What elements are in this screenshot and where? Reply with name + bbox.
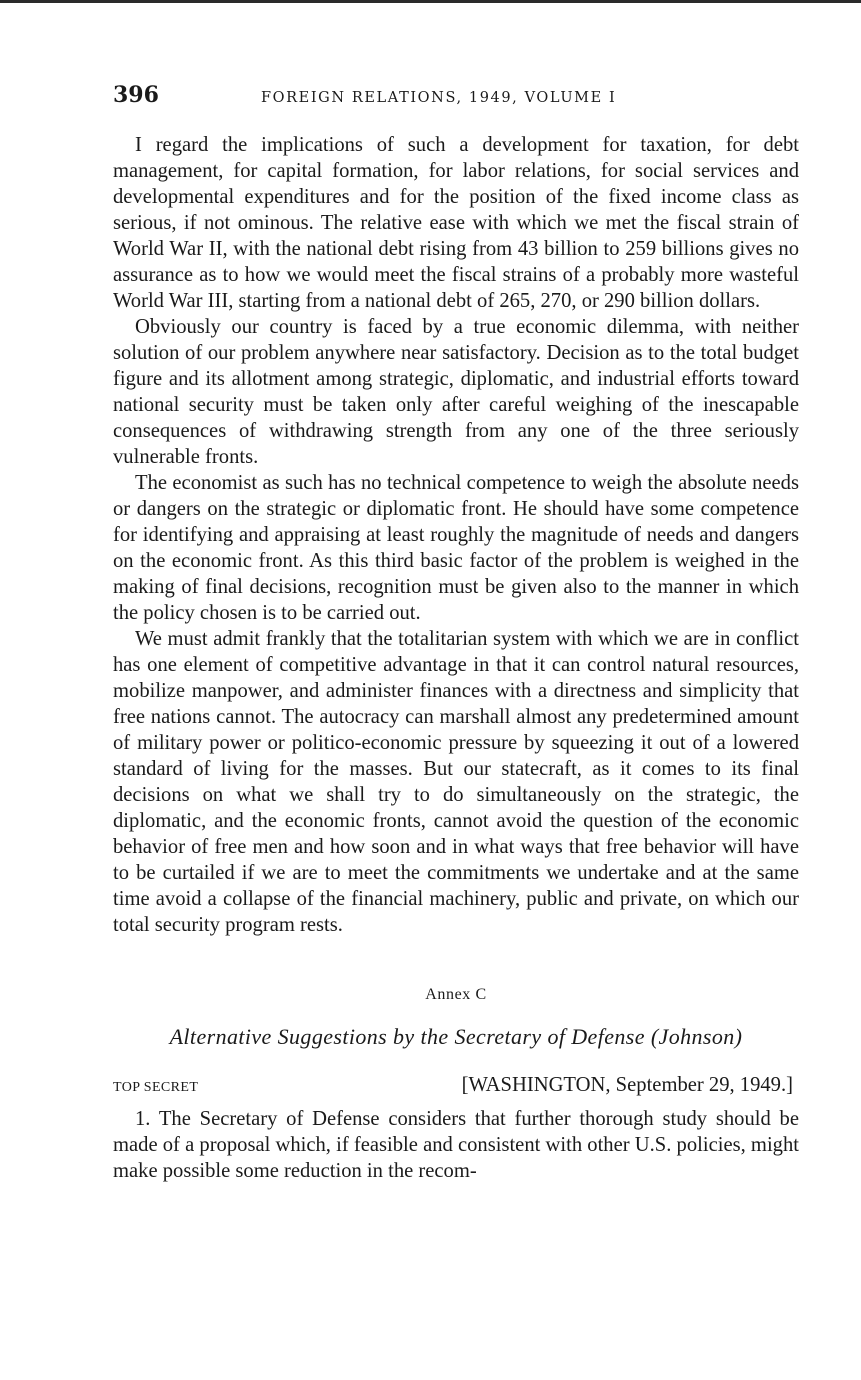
- paragraph-economic-dilemma: Obviously our country is faced by a true economic dilemma, with neither solution of our problem anywhere near satisfactory. Decision as to the total budget figure and its allotment among strategic, diplomatic, and industrial efforts toward national security must be taken only after careful weighing of the inescapable consequences of withdrawing strength from any one of the three seriously vulnerable fronts.: [113, 316, 799, 468]
- top-border-rule: [0, 0, 861, 3]
- document-page: [113, 78, 799, 1184]
- paragraph-totalitarian-advantage: We must admit frankly that the totalitarian system with which we are in conflict has one element of competitive advantage in that it can control natural resources, mobilize manpower, and administer finances with a directness and simplicity that free nations cannot. The autocracy can marshall almost any predetermined amount of military power or politico-economic pressure by squeezing it out of a lowered standard of living for the masses. But our statecraft, as it comes to its final decisions on what we shall try to do simultaneously on the strategic, the diplomatic, and the economic fronts, cannot avoid the question of the economic behavior of free men and how soon and in what ways that free behavior will have to be curtailed if we are to meet the commitments we undertake and at the same time avoid a collapse of the financial machinery, public and private, on which our total security program rests.: [113, 628, 799, 936]
- page-number: 396: [113, 82, 159, 108]
- dateline: [WASHINGTON, September 29, 1949.]: [461, 1074, 793, 1096]
- body-text: [113, 132, 799, 938]
- paragraph-fiscal-implications: I regard the implications of such a development for taxation, for debt management, for capital formation, for labor relations, for social services and developmental expenditures and for the position of the fixed income class as serious, if not ominous. The relative ease with which we met the fiscal strain of World War II, with the national debt rising from 43 billion to 259 billions gives no assurance as to how we would meet the fiscal strains of a probably more wasteful World War III, starting from a national debt of 265, 270, or 290 billion dollars.: [113, 134, 799, 312]
- running-head-title: FOREIGN RELATIONS, 1949, VOLUME I: [261, 90, 617, 106]
- annex-label: Annex C: [425, 986, 487, 1003]
- classification-dateline: [113, 1074, 799, 1104]
- paragraph-economist-competence: The economist as such has no technical competence to weigh the absolute needs or dangers on the strategic or diplomatic front. He should have some competence for identifying and appraising at least roughly the magnitude of needs and dangers on the economic front. As this third basic factor of the problem is weighed in the making of final decisions, recognition must be given also to the manner in which the policy chosen is to be carried out.: [113, 472, 799, 624]
- paragraph-annex-point-1: 1. The Secretary of Defense considers that further thorough study should be made of a proposal which, if feasible and consistent with other U.S. policies, might make possible some reduction in the recom-: [113, 1108, 799, 1182]
- annex-subtitle: Alternative Suggestions by the Secretary of Defense (Johnson): [169, 1024, 743, 1049]
- classification-marking: TOP SECRET: [113, 1080, 199, 1095]
- running-head: [113, 78, 799, 118]
